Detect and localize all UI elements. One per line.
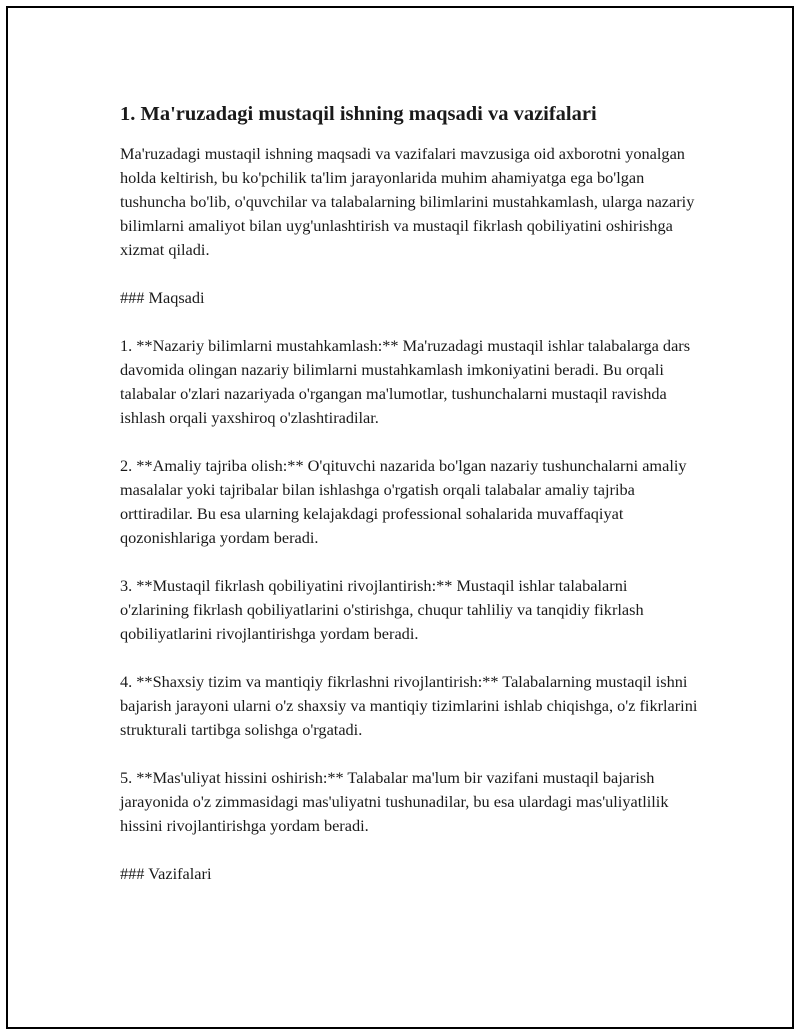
section-heading-vazifalari: ### Vazifalari (120, 864, 212, 883)
section-heading-maqsadi: ### Maqsadi (120, 288, 205, 307)
document-body (120, 100, 700, 910)
list-item: 3. **Mustaqil fikrlash qobiliyatini rivojlantirish:** Mustaqil ishlar talabalarni o'zlarining fikrlash qobiliyatlarini o'stirishga, chuqur tahliliy va tanqidiy fikrlash qobiliyatlarini rivojlantirishga yordam beradi. (120, 576, 644, 643)
intro-paragraph: Ma'ruzadagi mustaqil ishning maqsadi va vazifalari mavzusiga oid axborotni yonalgan holda keltirish, bu ko'pchilik ta'lim jarayonlarida muhim ahamiyatga ega bo'lgan tushuncha bo'lib, o'quvchilar va talabalarning bilimlarini mustahkamlash, ularga nazariy bilimlarni amaliyot bilan uyg'unlashtirish va mustaqil fikrlash qobiliyatini oshirishga xizmat qiladi. (120, 144, 695, 259)
list-item: 5. **Mas'uliyat hissini oshirish:** Talabalar ma'lum bir vazifani mustaqil bajarish jarayonida o'z zimmasidagi mas'uliyatni tushunadilar, bu esa ulardagi mas'uliyatlilik hissini rivojlantirishga yordam beradi. (120, 768, 669, 835)
list-item: 4. **Shaxsiy tizim va mantiqiy fikrlashni rivojlantirish:** Talabalarning mustaqil ishni bajarish jarayoni ularni o'z shaxsiy va mantiqiy tizimlarini ishlab chiqishga, o'z fikrlarini strukturali tartibga solishga o'rgatadi. (120, 672, 698, 739)
document-title: 1. Ma'ruzadagi mustaqil ishning maqsadi va vazifalari (120, 103, 597, 125)
list-item: 2. **Amaliy tajriba olish:** O'qituvchi nazarida bo'lgan nazariy tushunchalarni amaliy masalalar yoki tajribalar bilan ishlashga o'rgatish orqali talabalar amaliy tajriba orttiradilar. Bu esa ularning kelajakdagi professional sohalarida muvaffaqiyat qozonishlariga yordam beradi. (120, 456, 687, 547)
page-frame (6, 6, 794, 1029)
list-item: 1. **Nazariy bilimlarni mustahkamlash:** Ma'ruzadagi mustaqil ishlar talabalarga dars davomida olingan nazariy bilimlarni mustahkamlash imkoniyatini beradi. Bu orqali talabalar o'zlari nazariyada o'rgangan ma'lumotlar, tushunchalarni mustaqil ravishda ishlash orqali yaxshiroq o'zlashtiradilar. (120, 336, 691, 427)
